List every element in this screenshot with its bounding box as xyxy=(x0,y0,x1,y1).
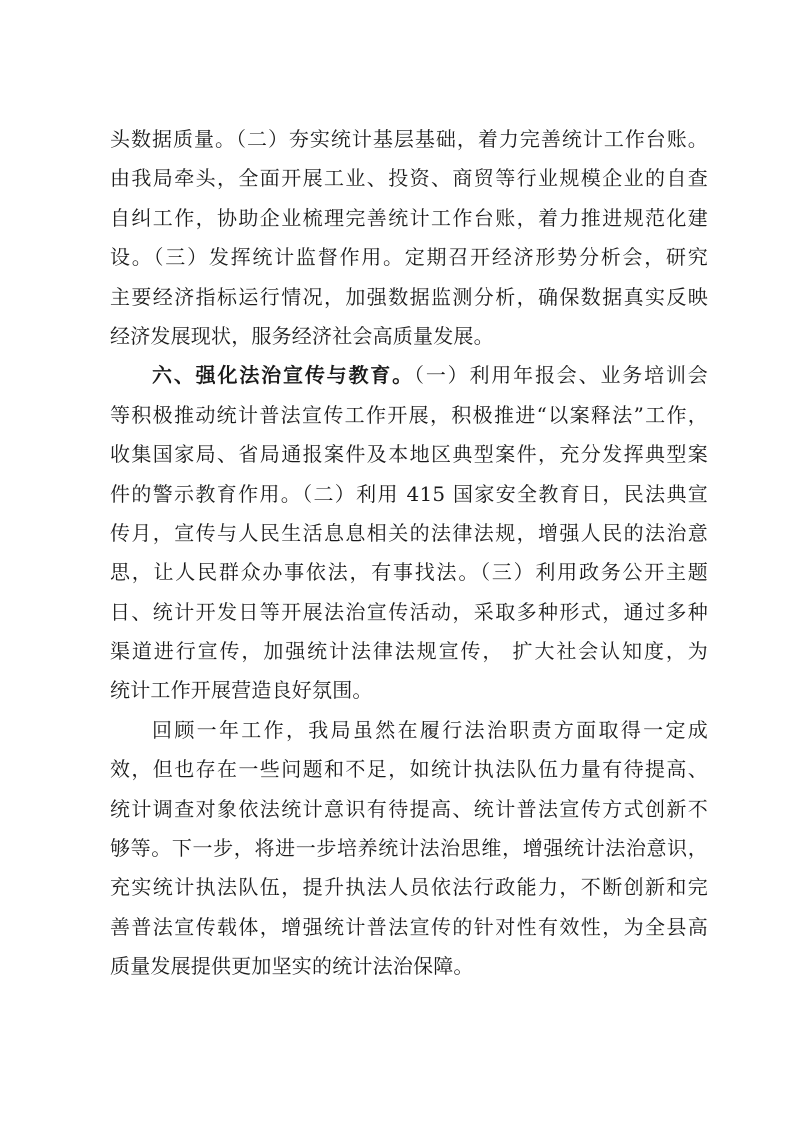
text-line: 收集国家局、省局通报案件及本地区典型案件，充分发挥典型案 xyxy=(110,442,708,467)
text-line: 由我局牵头，全面开展工业、投资、商贸等行业规模企业的自查 xyxy=(110,166,708,191)
text-line: 日、统计开发日等开展法治宣传活动，采取多种形式，通过多种 xyxy=(110,599,708,624)
text-line: 效，但也存在一些问题和不足，如统计执法队伍力量有待提高、 xyxy=(110,757,708,782)
document-page xyxy=(110,120,708,987)
text-line: 统计调查对象依法统计意识有待提高、统计普法宣传方式创新不 xyxy=(110,796,708,821)
text-line: 件的警示教育作用。（二）利用 415 国家安全教育日，民法典宣 xyxy=(110,481,708,506)
text-line: 传月，宣传与人民生活息息相关的法律法规，增强人民的法治意 xyxy=(110,520,708,545)
text-line xyxy=(110,356,708,395)
text-line: 善普法宣传载体，增强统计普法宣传的针对性有效性，为全县高 xyxy=(110,914,708,939)
text-run: （一）利用年报会、业务培训会 xyxy=(413,363,708,388)
text-line: 设。（三）发挥统计监督作用。定期召开经济形势分析会，研究 xyxy=(110,245,708,270)
text-line: 等积极推动统计普法宣传工作开展，积极推进“以案释法”工作， xyxy=(110,402,708,427)
paragraph-statistics-supervision xyxy=(110,120,708,356)
text-line: 经济发展现状，服务经济社会高质量发展。 xyxy=(110,323,494,348)
text-line: 质量发展提供更加坚实的统计法治保障。 xyxy=(110,954,474,979)
paragraph-legal-publicity xyxy=(110,356,708,711)
text-line: 头数据质量。（二）夯实统计基层基础，着力完善统计工作台账。 xyxy=(110,127,708,151)
text-line: 渠道进行宣传，加强统计法律法规宣传， 扩大社会认知度，为 xyxy=(110,639,708,664)
text-line: 够等。下一步，将进一步培养统计法治思维，增强统计法治意识， xyxy=(110,836,708,861)
text-line: 回顾一年工作，我局虽然在履行法治职责方面取得一定成 xyxy=(152,717,708,742)
section-heading: 六、强化法治宣传与教育。 xyxy=(152,363,414,388)
text-line: 思，让人民群众办事依法，有事找法。（三）利用政务公开主题 xyxy=(110,560,708,585)
text-line: 自纠工作，协助企业梳理完善统计工作台账，着力推进规范化建 xyxy=(110,205,708,230)
text-line: 充实统计执法队伍，提升执法人员依法行政能力，不断创新和完 xyxy=(110,875,708,900)
text-line: 主要经济指标运行情况，加强数据监测分析，确保数据真实反映 xyxy=(110,284,708,309)
text-line: 统计工作开展营造良好氛围。 xyxy=(110,678,373,703)
paragraph-year-review xyxy=(110,711,708,987)
